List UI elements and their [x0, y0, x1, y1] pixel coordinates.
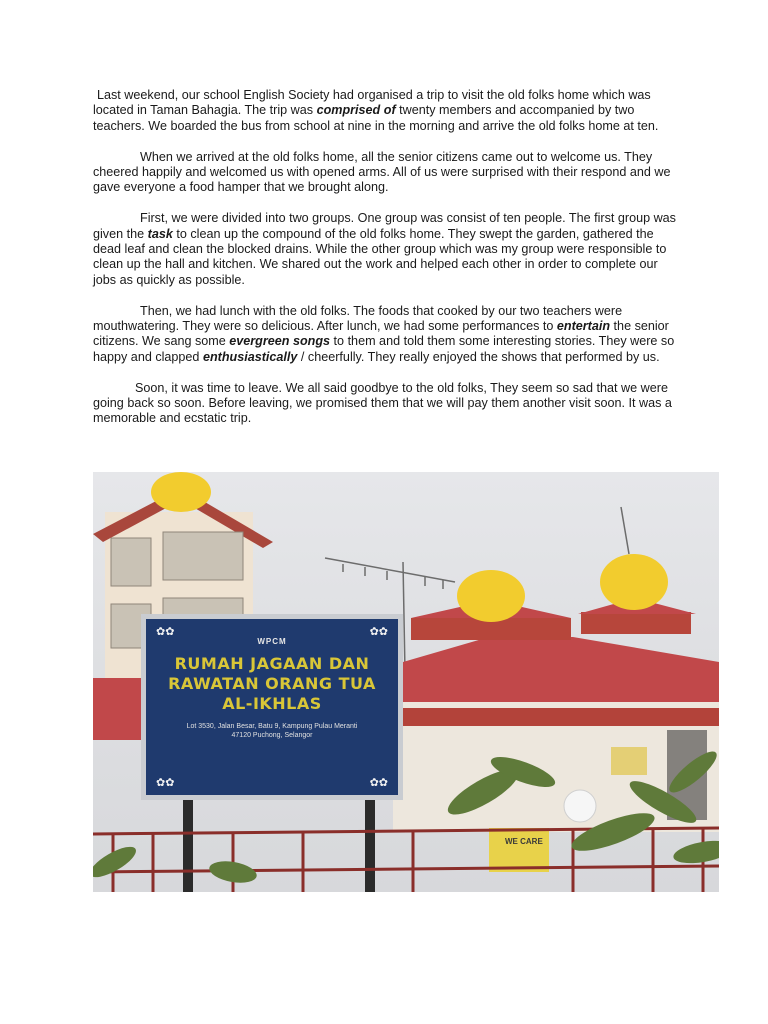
text-run: Soon, it was time to leave. We all said goodbye to the old folks, They seem so sad that we were going back so soon. Before leaving, we promised them that we will pay them another visit soon. It was a memorable and ecstatic trip.: [93, 380, 672, 426]
sign-post-left: [183, 792, 193, 892]
flower-icon: ✿✿: [369, 777, 388, 789]
flower-icon: ✿✿: [156, 626, 175, 638]
paragraph-2: [93, 150, 683, 196]
flower-icon: ✿✿: [156, 777, 175, 789]
roof-dome-center: [457, 570, 525, 622]
emphasis-phrase: evergreen songs: [229, 334, 331, 349]
sign-title: [146, 654, 398, 714]
sign-title-line: AL-IKHLAS: [222, 694, 322, 713]
text-run: When we arrived at the old folks home, all the senior citizens came out to welcome us. They cheered happily and welcomed us with opened arms. All of us were surprised with their respond and we gave everyone a food hamper that we brought along.: [93, 149, 671, 195]
sign-title-line: RAWATAN ORANG TUA: [168, 674, 376, 693]
sign-post-right: [365, 792, 375, 892]
essay-text: [93, 88, 683, 427]
text-run: / cheerfully. They really enjoyed the shows that performed by us.: [297, 349, 660, 364]
text-run: to them and told them some interesting stories. They were so happy and clapped: [93, 334, 675, 364]
emphasis-phrase: comprised of: [316, 103, 396, 118]
text-run: Last weekend, our school English Society had organised a trip to visit the old folks home which was located in Taman Bahagia. The trip was: [93, 88, 651, 118]
signboard: [141, 614, 403, 800]
sign-title-line: RUMAH JAGAAN DAN: [174, 654, 370, 673]
emphasis-phrase: enthusiastically: [202, 349, 298, 364]
lamp-globe: [564, 790, 596, 822]
paragraph-1: [93, 88, 683, 134]
paragraph-3: [93, 211, 683, 288]
paragraph-4: [93, 304, 683, 366]
flower-icon: ✿✿: [369, 626, 388, 638]
tower-dome: [151, 472, 211, 512]
sign-address: [146, 722, 398, 740]
sign-address-line: Lot 3530, Jalan Besar, Batu 9, Kampung Pulau Meranti: [186, 723, 358, 730]
sign-address-line: 47120 Puchong, Selangor: [231, 732, 313, 739]
text-run: twenty members and accompanied by two teachers. We boarded the bus from school at nine in the morning and arrive the old folks home at ten.: [93, 103, 659, 133]
emphasis-phrase: entertain: [556, 319, 611, 334]
banner-text: WE CARE: [505, 837, 543, 846]
emphasis-phrase: task: [147, 226, 173, 241]
sign-logo: WPCM: [257, 637, 287, 646]
text-run: to clean up the compound of the old folks home. They swept the garden, gathered the dead leaf and clean the blocked drains. While the other group which was my group were responsible to clean up the hall and kitchen. We shared out the work and helped each other in order to complete our jobs as quickly as possible.: [93, 226, 667, 287]
text-run: First, we were divided into two groups. One group was consist of ten people. The first group was given the: [93, 211, 676, 241]
yellow-banner: [489, 828, 549, 872]
paragraph-5: [93, 381, 683, 427]
building-photo: [93, 472, 719, 892]
roof-dome-right: [600, 554, 668, 610]
text-run: Then, we had lunch with the old folks. The foods that cooked by our two teachers were mouthwatering. They were so delicious. After lunch, we had some performances to: [93, 303, 623, 334]
text-run: the senior citizens. We sang some: [93, 319, 669, 349]
